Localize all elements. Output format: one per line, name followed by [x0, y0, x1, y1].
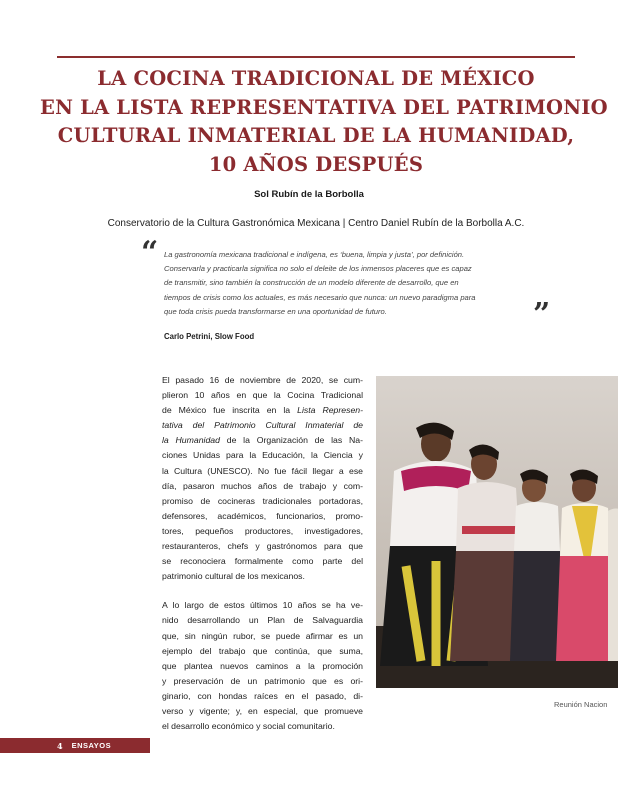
body-line: que plantea nuevos caminos a la promoción: [162, 660, 363, 671]
top-rule: [57, 56, 575, 58]
body-italic-run: tativa del Patrimonio Cultural Inmaterial de: [162, 420, 363, 431]
footer-bar: [0, 738, 150, 753]
body-text-run: de la Organización de las Na-: [219, 435, 363, 446]
page-number: 4: [57, 740, 63, 751]
body-line: que, sin ningún rubor, se puede afirmar es un: [162, 630, 363, 641]
body-line: ginario, con hondas raíces en el pasado, di-: [162, 690, 363, 701]
author-name: Sol Rubín de la Borbolla: [254, 189, 364, 200]
body-line: [162, 418, 363, 433]
body-line: patrimonio cultural de los mexicanos.: [162, 571, 305, 582]
photo-illustration: [376, 376, 618, 688]
open-quote-icon: “: [141, 235, 159, 270]
body-italic-run: la Humanidad: [162, 435, 220, 446]
body-line: promiso de cocineras tradicionales portadoras,: [162, 495, 363, 506]
title-line: LA COCINA TRADICIONAL DE MÉXICO: [97, 67, 535, 90]
body-line: día, pasaron muchos años de trabajo y com-: [162, 480, 363, 491]
body-paragraph: [162, 373, 363, 584]
body-line: nido desarrollando un Plan de Salvaguardia: [162, 615, 363, 626]
body-paragraph: [162, 598, 363, 734]
body-line: [162, 433, 363, 448]
author-affiliation: Conservatorio de la Cultura Gastronómica Mexicana | Centro Daniel Rubín de la Borbolla A.C.: [107, 218, 525, 229]
epigraph-source: Carlo Petrini, Slow Food: [164, 332, 255, 341]
epigraph-line: tiempos de crisis como los actuales, es más necesario que nunca: un nuevo paradigma para: [164, 292, 476, 302]
title-line: CULTURAL INMATERIAL DE LA HUMANIDAD,: [57, 124, 575, 147]
photo-caption: Reunión Nacion: [554, 700, 608, 709]
body-line: A lo largo de estos últimos 10 años se ha ve-: [162, 600, 363, 611]
body-italic-run: Lista Represen-: [297, 405, 364, 416]
body-line: restauranteros, chefs y gastrónomos para que: [162, 541, 363, 552]
title-line: 10 AÑOS DESPUÉS: [208, 152, 424, 176]
body-line: tores, pequeños productores, investigadores,: [162, 525, 363, 536]
body-line: el desarrollo económico y social comunitario.: [162, 721, 335, 732]
title-line: EN LA LISTA REPRESENTATIVA DEL PATRIMONIO: [40, 95, 608, 119]
close-quote-icon: ”: [533, 297, 551, 332]
body-line: y preservación de un patrimonio que es ori-: [162, 675, 363, 686]
body-line: ejemplo del trabajo que continúa, que suma,: [162, 645, 363, 656]
body-line: se reconociera formalmente como parte del: [162, 556, 363, 567]
body-line: la Cultura (UNESCO). No fue fácil llegar a ese: [162, 465, 363, 476]
epigraph-line: La gastronomía mexicana tradicional e indígena, es ‘buena, limpia y justa’, por definición.: [164, 250, 465, 259]
section-label: ENSAYOS: [71, 741, 112, 750]
epigraph-line: de transmitir, sino también la construcción de un modelo diferente de desarrollo, que en: [164, 278, 459, 288]
body-line: verso y vigente; y, en especial, que promueve: [162, 705, 363, 716]
article-title: [40, 65, 608, 179]
body-text-run: de México fue inscrita en la: [162, 405, 298, 416]
epigraph-line: Conservarla y practicarla significa no solo el deleite de los inmensos placeres que es capaz: [164, 264, 472, 274]
body-text: [162, 373, 363, 734]
epigraph-text: [164, 248, 539, 319]
body-line: El pasado 16 de noviembre de 2020, se cum-: [162, 375, 363, 385]
article-photo: [376, 376, 618, 688]
body-line: ciones Unidas para la Educación, la Ciencia y: [162, 450, 363, 461]
body-line: defensores, académicos, funcionarios, promo-: [162, 510, 363, 521]
body-line: plieron 10 años en que la Cocina Tradicional: [162, 390, 363, 401]
body-line: [162, 403, 363, 418]
epigraph-line: que toda crisis pueda transformarse en una oportunidad de futuro.: [164, 306, 387, 316]
